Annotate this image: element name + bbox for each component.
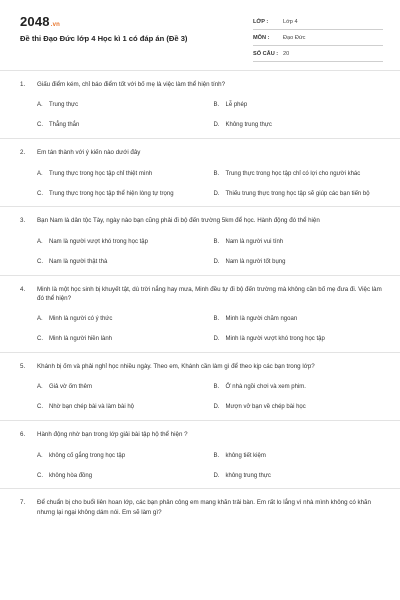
option-text: Thiếu trung thực trong học tập sẽ giúp các bạn tiến bộ [225, 190, 370, 197]
question-text: Em tán thành với ý kiến nào dưới đây [37, 149, 141, 157]
answer-option-b[interactable] [214, 451, 383, 460]
answer-option-d[interactable] [214, 335, 383, 344]
question-3 [0, 206, 400, 274]
answer-option-c[interactable] [37, 189, 206, 198]
option-text: Nhờ bạn chép bài và làm bài hộ [49, 404, 134, 411]
option-letter: D. [213, 190, 220, 197]
meta-label: LỚP : [253, 18, 269, 25]
option-text: Nam là người thật thà [49, 258, 108, 265]
option-text: Ở nhà ngồi chơi và xem phim. [225, 384, 306, 391]
meta-row-subject [253, 30, 383, 46]
question-4 [0, 275, 400, 352]
option-text: Giả vờ ốm thêm [49, 384, 92, 391]
question-text: Minh là một học sinh bị khuyết tật, dù trời nắng hay mưa, Minh đều tự đi bộ đến trường mà không cần bố mẹ đưa đi. Việc làm đó thể hiện? [37, 285, 382, 302]
option-text: không tiết kiệm [225, 452, 266, 459]
option-letter: A. [37, 102, 43, 109]
answer-option-a[interactable] [37, 101, 206, 110]
meta-value: Lớp 4 [283, 18, 298, 25]
option-letter: B. [213, 384, 220, 391]
question-6 [0, 420, 400, 488]
option-text: không trung thực [225, 472, 271, 479]
option-text: Thẳng thắn [49, 122, 80, 129]
meta-value: Đạo Đức [283, 34, 306, 41]
logo-text: 2048 [20, 14, 50, 29]
question-number: 2. [20, 149, 26, 157]
page-header [0, 0, 400, 66]
option-letter: C. [37, 404, 43, 411]
question-number: 1. [20, 81, 26, 88]
meta-row-question-count [253, 46, 383, 62]
question-text: Để chuẩn bị cho buổi liên hoan lớp, các bạn phân công em mang khăn trải bàn. Em rất lo lắng vì nhà mình không có khăn nhưng lại ngại không dám nói. Em sẽ làm gì? [37, 499, 371, 516]
logo-suffix: .vn [50, 22, 61, 28]
meta-label: MÔN : [253, 34, 270, 41]
answer-options [20, 169, 382, 198]
answer-option-d[interactable] [214, 471, 383, 480]
question-text: Hành động nhờ bạn trong lớp giải bài tập hộ thể hiện ? [37, 431, 188, 439]
answer-option-a[interactable] [37, 238, 206, 247]
answer-option-b[interactable] [214, 238, 383, 247]
option-letter: C. [37, 472, 43, 479]
answer-option-b[interactable] [214, 383, 383, 392]
answer-option-c[interactable] [37, 121, 206, 130]
option-letter: D. [213, 258, 220, 265]
option-text: không cố gắng trong học tập [49, 452, 126, 459]
answer-option-d[interactable] [214, 258, 383, 267]
document-title: Đề thi Đạo Đức lớp 4 Học kì 1 có đáp án (Đề 3) [20, 34, 188, 43]
option-letter: B. [213, 170, 220, 177]
option-letter: A. [37, 170, 43, 177]
option-text: Nam là người vui tính [225, 238, 284, 245]
question-text: Bạn Nam là dân tộc Tày, ngày nào bạn cũng phải đi bộ đến trường 5km để học. Hành động đó thể hiện [37, 217, 320, 225]
option-letter: C. [37, 190, 43, 197]
answer-options [20, 383, 382, 412]
option-letter: C. [37, 258, 43, 265]
option-letter: B. [213, 316, 220, 323]
option-letter: C. [37, 122, 43, 129]
answer-options [20, 451, 382, 480]
question-number: 6. [20, 431, 26, 439]
answer-option-b[interactable] [214, 169, 383, 178]
question-number: 7. [20, 499, 26, 507]
answer-option-d[interactable] [214, 121, 383, 130]
answer-option-a[interactable] [37, 451, 206, 460]
option-letter: C. [37, 336, 43, 343]
meta-label: SỐ CÂU : [253, 50, 279, 57]
option-text: Minh là người vượt khó trong học tập [225, 336, 325, 343]
option-text: không hòa đồng [49, 472, 93, 479]
option-letter: D. [213, 472, 220, 479]
question-1 [0, 70, 400, 138]
answer-option-a[interactable] [37, 315, 206, 324]
option-text: Lễ phép [225, 102, 248, 109]
option-letter: D. [213, 122, 220, 129]
option-letter: D. [213, 404, 220, 411]
answer-options [20, 238, 382, 267]
option-letter: D. [213, 336, 220, 343]
question-text: Khánh bị ốm và phải nghỉ học nhiều ngày. Theo em, Khánh cần làm gì để theo kịp các bạn trong lớp? [37, 363, 315, 371]
answer-option-c[interactable] [37, 403, 206, 412]
answer-option-a[interactable] [37, 169, 206, 178]
option-letter: A. [37, 316, 43, 323]
site-logo[interactable] [20, 14, 60, 29]
answer-option-d[interactable] [214, 189, 383, 198]
option-text: Trung thực trong học tập thể hiện lòng tự trọng [49, 190, 174, 197]
answer-options [20, 315, 382, 344]
option-letter: A. [37, 238, 43, 245]
option-text: Nam là người tốt bụng [225, 258, 286, 265]
question-2 [0, 138, 400, 206]
meta-value: 20 [283, 50, 290, 57]
answer-option-c[interactable] [37, 335, 206, 344]
option-text: Trung thực trong học tập chỉ có lợi cho người khác [225, 170, 361, 177]
option-text: Minh là người hiền lành [49, 336, 112, 343]
question-number: 3. [20, 217, 26, 225]
question-number: 4. [20, 285, 26, 293]
option-text: Mượn vở bạn về chép bài học [225, 404, 306, 411]
answer-options [20, 101, 382, 130]
answer-option-b[interactable] [214, 315, 383, 324]
option-letter: A. [37, 452, 43, 459]
question-7 [0, 488, 400, 524]
answer-option-d[interactable] [214, 403, 383, 412]
option-letter: A. [37, 384, 43, 391]
option-letter: B. [213, 452, 220, 459]
option-text: Minh là người chăm ngoan [225, 316, 298, 323]
option-letter: B. [213, 238, 220, 245]
answer-option-c[interactable] [37, 471, 206, 480]
question-list [0, 70, 400, 525]
question-text: Giấu điểm kém, chỉ báo điểm tốt với bố mẹ là việc làm thể hiện tính? [37, 81, 226, 88]
option-text: Trung thực trong học tập chỉ thiệt mình [49, 170, 153, 177]
question-number: 5. [20, 363, 26, 371]
exam-info-box [253, 14, 383, 62]
answer-option-b[interactable] [214, 101, 383, 110]
option-text: Nam là người vượt khó trong học tập [49, 238, 148, 245]
option-letter: B. [213, 102, 220, 109]
answer-option-c[interactable] [37, 258, 206, 267]
question-5 [0, 352, 400, 420]
option-text: Minh là người có ý thức [49, 316, 113, 323]
option-text: Trung thực [49, 102, 79, 109]
meta-row-grade [253, 14, 383, 30]
answer-option-a[interactable] [37, 383, 206, 392]
option-text: Không trung thực [225, 122, 272, 129]
